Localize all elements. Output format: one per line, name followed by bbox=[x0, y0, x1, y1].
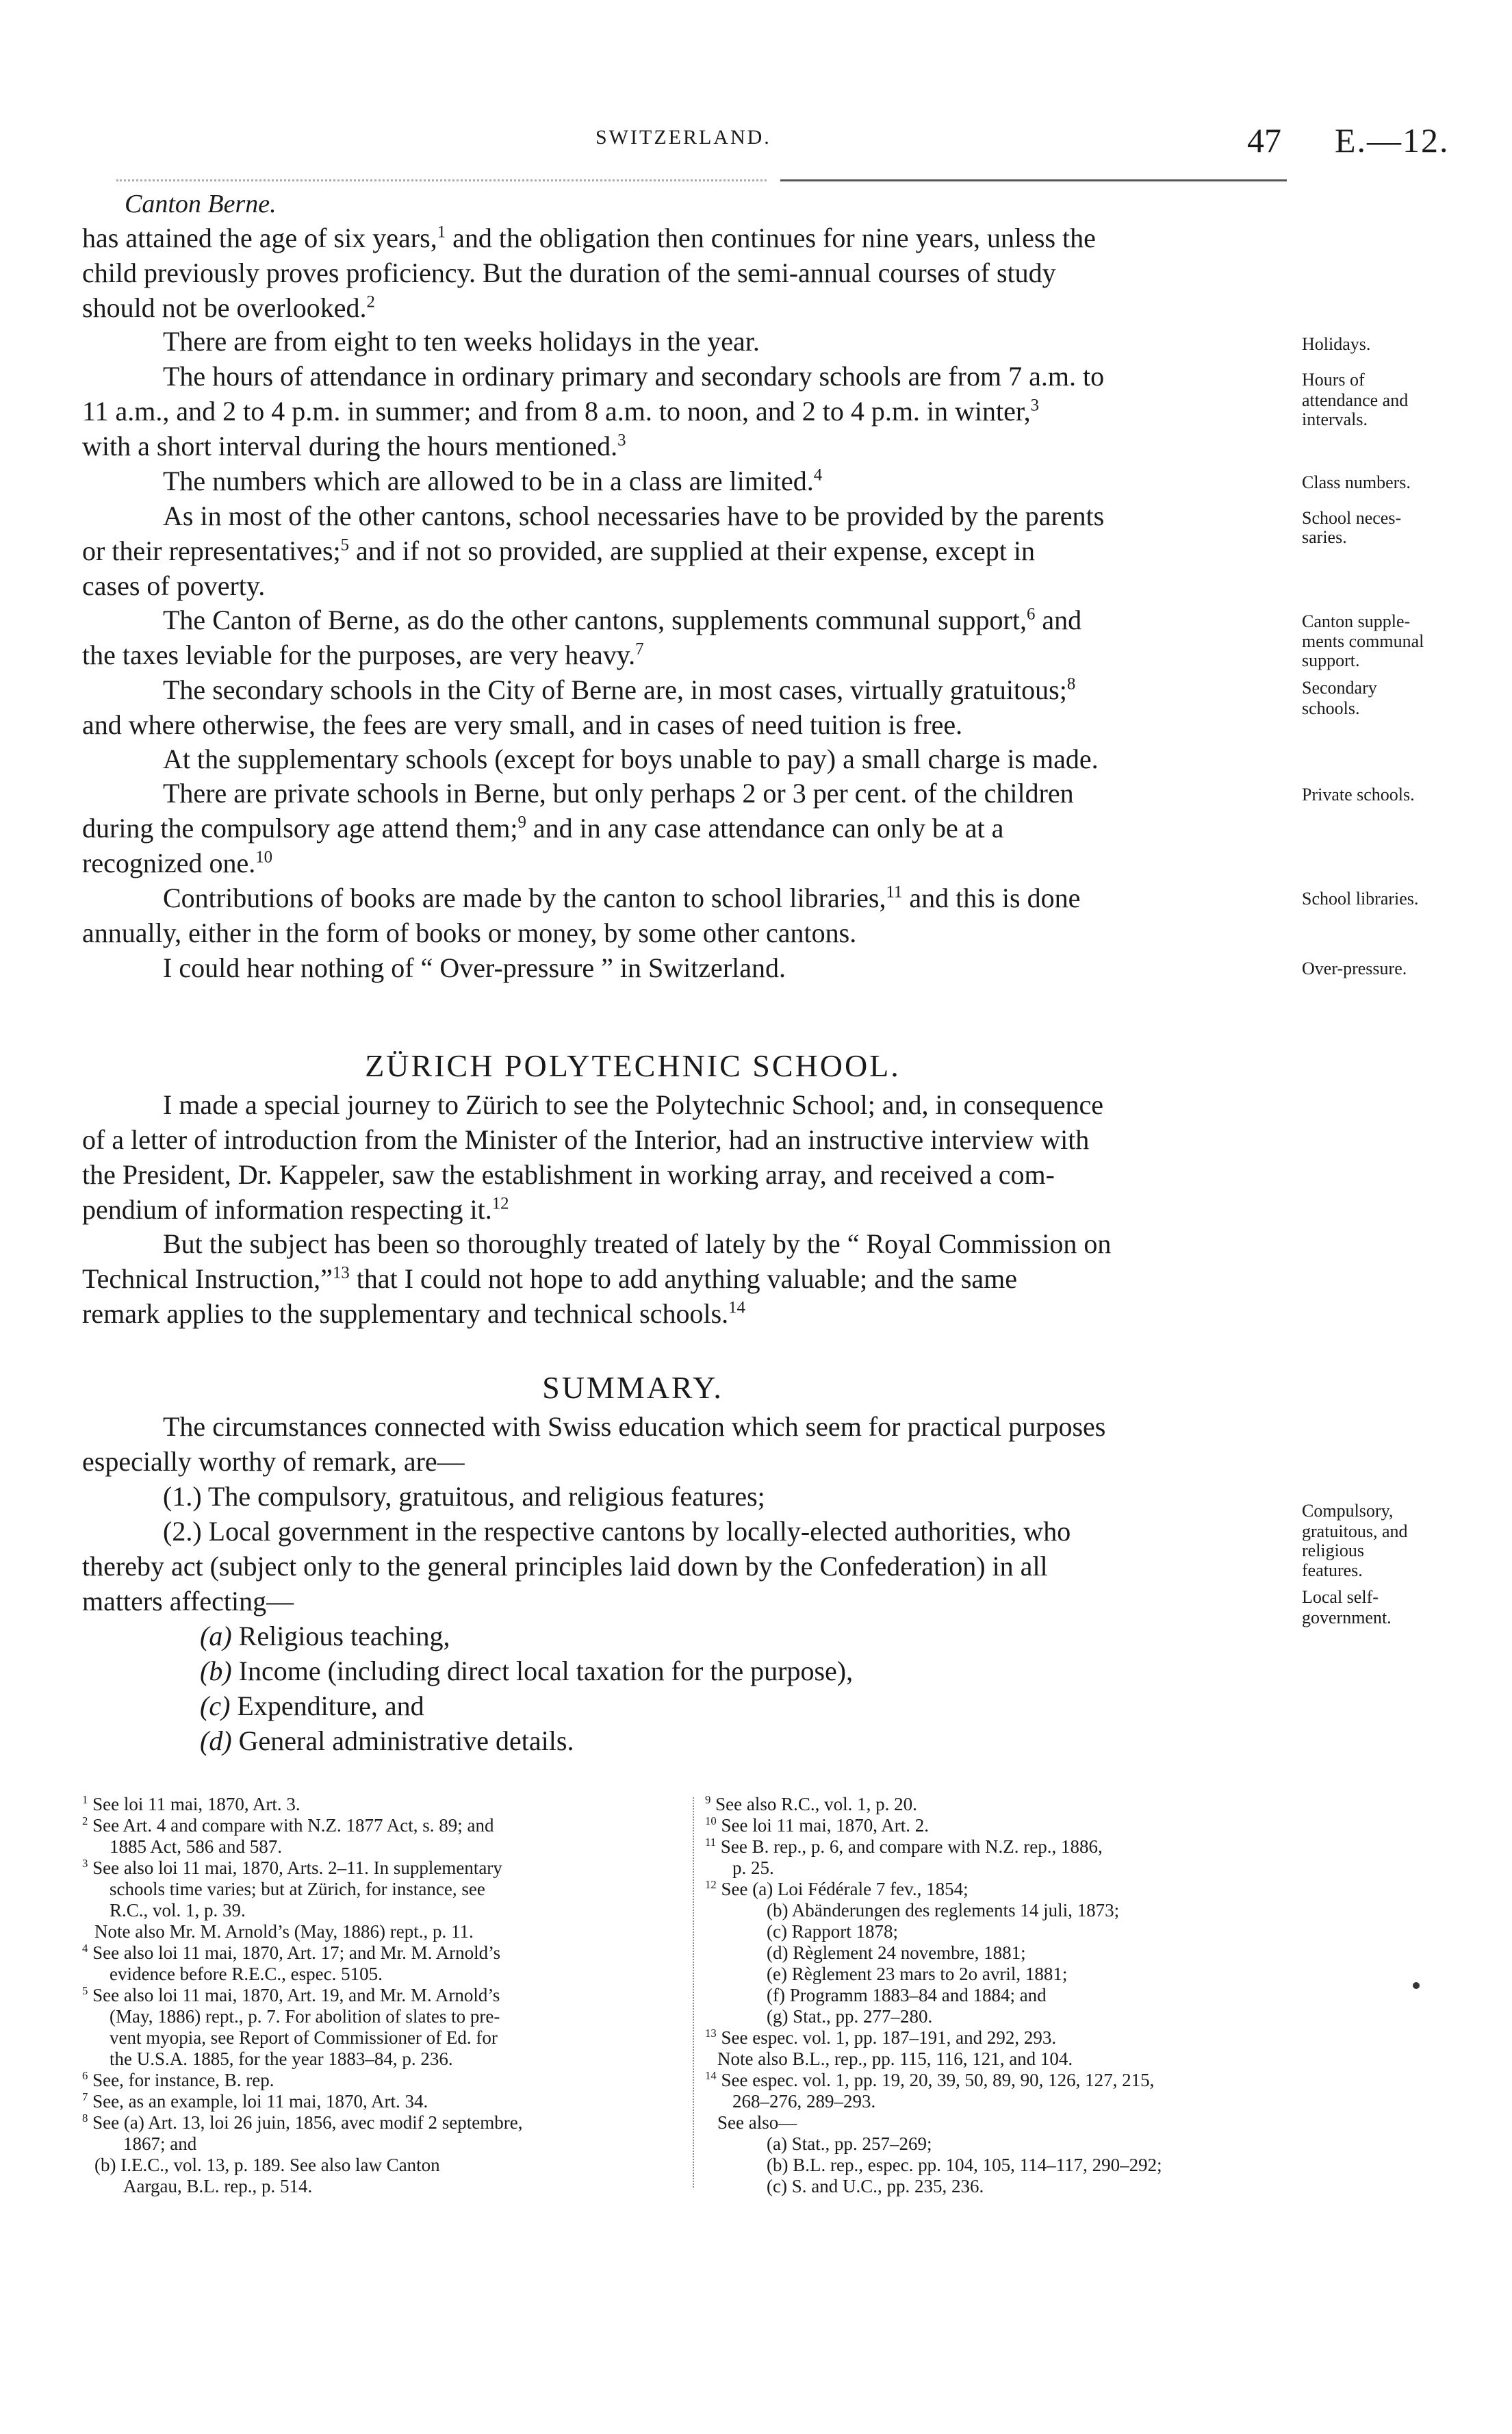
margin-note-compulsory: Compulsory, bbox=[1302, 1501, 1394, 1521]
body-line: I could hear nothing of “ Over-pressure ” in Switzerland. bbox=[163, 952, 786, 983]
canton-heading: Canton Berne. bbox=[125, 190, 277, 218]
ink-speck bbox=[1413, 1982, 1420, 1989]
subitem: (c) Expenditure, and bbox=[200, 1690, 424, 1721]
body-line: remark applies to the supplementary and technical schools.$^{14}$ bbox=[82, 1298, 745, 1329]
body-line: recognized one.$^{10}$ bbox=[82, 848, 272, 878]
margin-note-private: Private schools. bbox=[1302, 785, 1415, 804]
running-head: SWITZERLAND. bbox=[595, 126, 771, 149]
footnote-line: Aargau, B.L. rep., p. 514. bbox=[123, 2176, 313, 2196]
margin-note-hours: intervals. bbox=[1302, 409, 1368, 429]
margin-note-secondary: Secondary bbox=[1302, 678, 1377, 698]
footnotes-right bbox=[705, 1794, 1287, 2197]
summary-item: (2.) Local government in the respective cantons by locally-elected authorities, who bbox=[163, 1516, 1071, 1547]
margin-note-compulsory: gratuitous, and bbox=[1302, 1521, 1408, 1541]
footnote-line: Note also B.L., rep., pp. 115, 116, 121, and 104. bbox=[717, 2049, 1073, 2069]
margin-note-compulsory: features. bbox=[1302, 1560, 1363, 1580]
margin-note-canton: Canton supple- bbox=[1302, 611, 1411, 631]
footnote-line: $^7$ See, as an example, loi 11 mai, 1870, Art. 34. bbox=[82, 2090, 428, 2112]
body-line: the President, Dr. Kappeler, saw the establishment in working array, and received a com- bbox=[82, 1159, 1055, 1190]
body-line: Technical Instruction,”$^{13}$ that I could not hope to add anything valuable; and the same bbox=[82, 1263, 1018, 1294]
footnote-line: (b) Abänderungen des reglements 14 juli, 1873; bbox=[767, 1900, 1120, 1920]
body-line: Contributions of books are made by the canton to school libraries,$^{11}$ and this is done bbox=[163, 883, 1081, 913]
footnote-line: $^9$ See also R.C., vol. 1, p. 20. bbox=[705, 1793, 917, 1814]
body-line: with a short interval during the hours mentioned.$^3$ bbox=[82, 431, 626, 461]
subitem: (a) Religious teaching, bbox=[200, 1621, 450, 1651]
header-rule bbox=[780, 179, 1287, 181]
footnote-line: $^1$ See loi 11 mai, 1870, Art. 3. bbox=[82, 1793, 300, 1814]
footnote-line: R.C., vol. 1, p. 39. bbox=[110, 1900, 246, 1920]
footnote-line: See also— bbox=[717, 2112, 797, 2133]
margin-note-class-numbers: Class numbers. bbox=[1302, 472, 1411, 492]
margin-note-local: Local self- bbox=[1302, 1587, 1379, 1607]
body-line: the taxes leviable for the purposes, are very heavy.$^7$ bbox=[82, 639, 644, 670]
footnote-line: 268–276, 289–293. bbox=[732, 2091, 876, 2112]
footnote-line: the U.S.A. 1885, for the year 1883–84, p. 236. bbox=[110, 2049, 453, 2069]
footnote-line: 1885 Act, 586 and 587. bbox=[110, 1836, 282, 1857]
body-line: At the supplementary schools (except for boys unable to pay) a small charge is made. bbox=[163, 744, 1099, 774]
page-number: 47 bbox=[1247, 121, 1281, 160]
series-number: E.—12. bbox=[1335, 121, 1450, 160]
body-line: annually, either in the form of books or money, by some other cantons. bbox=[82, 917, 857, 948]
body-line: As in most of the other cantons, school necessaries have to be provided by the parents bbox=[163, 500, 1105, 531]
footnote-line: $^{11}$ See B. rep., p. 6, and compare with N.Z. rep., 1886, bbox=[705, 1836, 1103, 1857]
body-line: The numbers which are allowed to be in a class are limited.$^4$ bbox=[163, 466, 823, 496]
margin-note-necessaries: School neces- bbox=[1302, 508, 1402, 528]
footnote-line: $^6$ See, for instance, B. rep. bbox=[82, 2069, 274, 2090]
footnotes-left bbox=[82, 1794, 664, 2197]
margin-note-overpressure: Over-pressure. bbox=[1302, 959, 1407, 978]
footnote-line: $^{14}$ See espec. vol. 1, pp. 19, 20, 39, 50, 89, 90, 126, 127, 215, bbox=[705, 2069, 1155, 2090]
footnote-line: schools time varies; but at Zürich, for instance, see bbox=[110, 1879, 485, 1899]
footnote-line: $^4$ See also loi 11 mai, 1870, Art. 17; and Mr. M. Arnold’s bbox=[82, 1942, 501, 1963]
footnote-line: (May, 1886) rept., p. 7. For abolition of slates to pre- bbox=[110, 2006, 500, 2027]
footnote-line: (c) S. and U.C., pp. 235, 236. bbox=[767, 2176, 984, 2196]
body-line: matters affecting— bbox=[82, 1586, 294, 1617]
footnote-line: $^5$ See also loi 11 mai, 1870, Art. 19, and Mr. M. Arnold’s bbox=[82, 1984, 500, 2005]
body-line: The secondary schools in the City of Berne are, in most cases, virtually gratuitous;$^8$ bbox=[163, 674, 1076, 705]
footnote-line: (a) Stat., pp. 257–269; bbox=[767, 2133, 932, 2154]
footnote-line: evidence before R.E.C., espec. 5105. bbox=[110, 1964, 383, 1984]
body-line: during the compulsory age attend them;$^9$ and in any case attendance can only be at a bbox=[82, 813, 1004, 844]
body-line: I made a special journey to Zürich to see the Polytechnic School; and, in consequence bbox=[163, 1089, 1104, 1120]
body-line: has attained the age of six years,$^1$ and the obligation then continues for nine years, unless the bbox=[82, 223, 1096, 253]
body-line: especially worthy of remark, are— bbox=[82, 1446, 465, 1477]
margin-note-hours: Hours of bbox=[1302, 370, 1365, 390]
footnote-line: Note also Mr. M. Arnold’s (May, 1886) rept., p. 11. bbox=[94, 1921, 474, 1942]
footnote-line: 1867; and bbox=[123, 2133, 197, 2154]
margin-note-canton: ments communal bbox=[1302, 631, 1424, 651]
footnote-line: vent myopia, see Report of Commissioner of Ed. for bbox=[110, 2027, 498, 2048]
body-line: There are from eight to ten weeks holidays in the year. bbox=[163, 326, 760, 357]
header-rule-faint bbox=[116, 179, 767, 181]
margin-note-necessaries: saries. bbox=[1302, 527, 1347, 547]
footnote-line: (f) Programm 1883–84 and 1884; and bbox=[767, 1985, 1047, 2005]
margin-note-secondary: schools. bbox=[1302, 698, 1360, 718]
footnote-line: (d) Règlement 24 novembre, 1881; bbox=[767, 1942, 1026, 1963]
body-line: or their representatives;$^5$ and if not so provided, are supplied at their expense, except in bbox=[82, 535, 1035, 566]
body-line: should not be overlooked.$^2$ bbox=[82, 292, 375, 323]
subitem: (d) General administrative details. bbox=[200, 1725, 574, 1756]
body-line: 11 a.m., and 2 to 4 p.m. in summer; and from 8 a.m. to noon, and 2 to 4 p.m. in winter,$^3$ bbox=[82, 396, 1040, 427]
footnote-line: $^{12}$ See (a) Loi Fédérale 7 fev., 1854; bbox=[705, 1878, 969, 1899]
margin-note-canton: support. bbox=[1302, 650, 1360, 670]
margin-note-local: government. bbox=[1302, 1608, 1392, 1627]
footnote-line: (e) Règlement 23 mars to 2o avril, 1881; bbox=[767, 1964, 1068, 1984]
margin-note-hours: attendance and bbox=[1302, 390, 1409, 410]
footnote-line: $^{10}$ See loi 11 mai, 1870, Art. 2. bbox=[705, 1814, 929, 1836]
body-line: cases of poverty. bbox=[82, 570, 266, 601]
body-line: The Canton of Berne, as do the other cantons, supplements communal support,$^6$ and bbox=[163, 605, 1082, 635]
footnote-line: (c) Rapport 1878; bbox=[767, 1921, 898, 1942]
margin-note-libraries: School libraries. bbox=[1302, 889, 1419, 909]
footnote-line: (g) Stat., pp. 277–280. bbox=[767, 2006, 933, 2027]
body-line: and where otherwise, the fees are very small, and in cases of need tuition is free. bbox=[82, 709, 963, 740]
section-heading-zurich: ZÜRICH POLYTECHNIC SCHOOL. bbox=[365, 1048, 901, 1083]
body-line: The hours of attendance in ordinary primary and secondary schools are from 7 a.m. to bbox=[163, 361, 1105, 392]
footnote-line: (b) I.E.C., vol. 13, p. 189. See also law Canton bbox=[94, 2155, 440, 2175]
body-line: The circumstances connected with Swiss education which seem for practical purposes bbox=[163, 1411, 1106, 1442]
body-line: child previously proves proficiency. But the duration of the semi-annual courses of study bbox=[82, 257, 1056, 288]
footnote-line: p. 25. bbox=[732, 1858, 774, 1878]
footnote-divider bbox=[693, 1797, 694, 2188]
margin-note-compulsory: religious bbox=[1302, 1541, 1364, 1560]
body-line: There are private schools in Berne, but only perhaps 2 or 3 per cent. of the children bbox=[163, 778, 1074, 809]
subitem: (b) Income (including direct local taxation for the purpose), bbox=[200, 1656, 854, 1686]
summary-item: (1.) The compulsory, gratuitous, and religious features; bbox=[163, 1481, 765, 1512]
footnote-line: $^{13}$ See espec. vol. 1, pp. 187–191, and 292, 293. bbox=[705, 2027, 1057, 2048]
body-line: pendium of information respecting it.$^{12}$ bbox=[82, 1194, 509, 1225]
body-line: thereby act (subject only to the general principles laid down by the Confederation) in all bbox=[82, 1551, 1048, 1582]
footnote-line: $^8$ See (a) Art. 13, loi 26 juin, 1856, avec modif 2 septembre, bbox=[82, 2112, 523, 2133]
body-line: of a letter of introduction from the Minister of the Interior, had an instructive interview with bbox=[82, 1124, 1090, 1155]
margin-note-holidays: Holidays. bbox=[1302, 334, 1371, 354]
footnote-line: $^3$ See also loi 11 mai, 1870, Arts. 2–11. In supplementary bbox=[82, 1857, 502, 1878]
footnote-line: (b) B.L. rep., espec. pp. 104, 105, 114–117, 290–292; bbox=[767, 2155, 1162, 2175]
section-heading-summary: SUMMARY. bbox=[542, 1370, 723, 1405]
body-line: But the subject has been so thoroughly treated of lately by the “ Royal Commission on bbox=[163, 1228, 1112, 1259]
footnote-line: $^2$ See Art. 4 and compare with N.Z. 1877 Act, s. 89; and bbox=[82, 1814, 494, 1836]
